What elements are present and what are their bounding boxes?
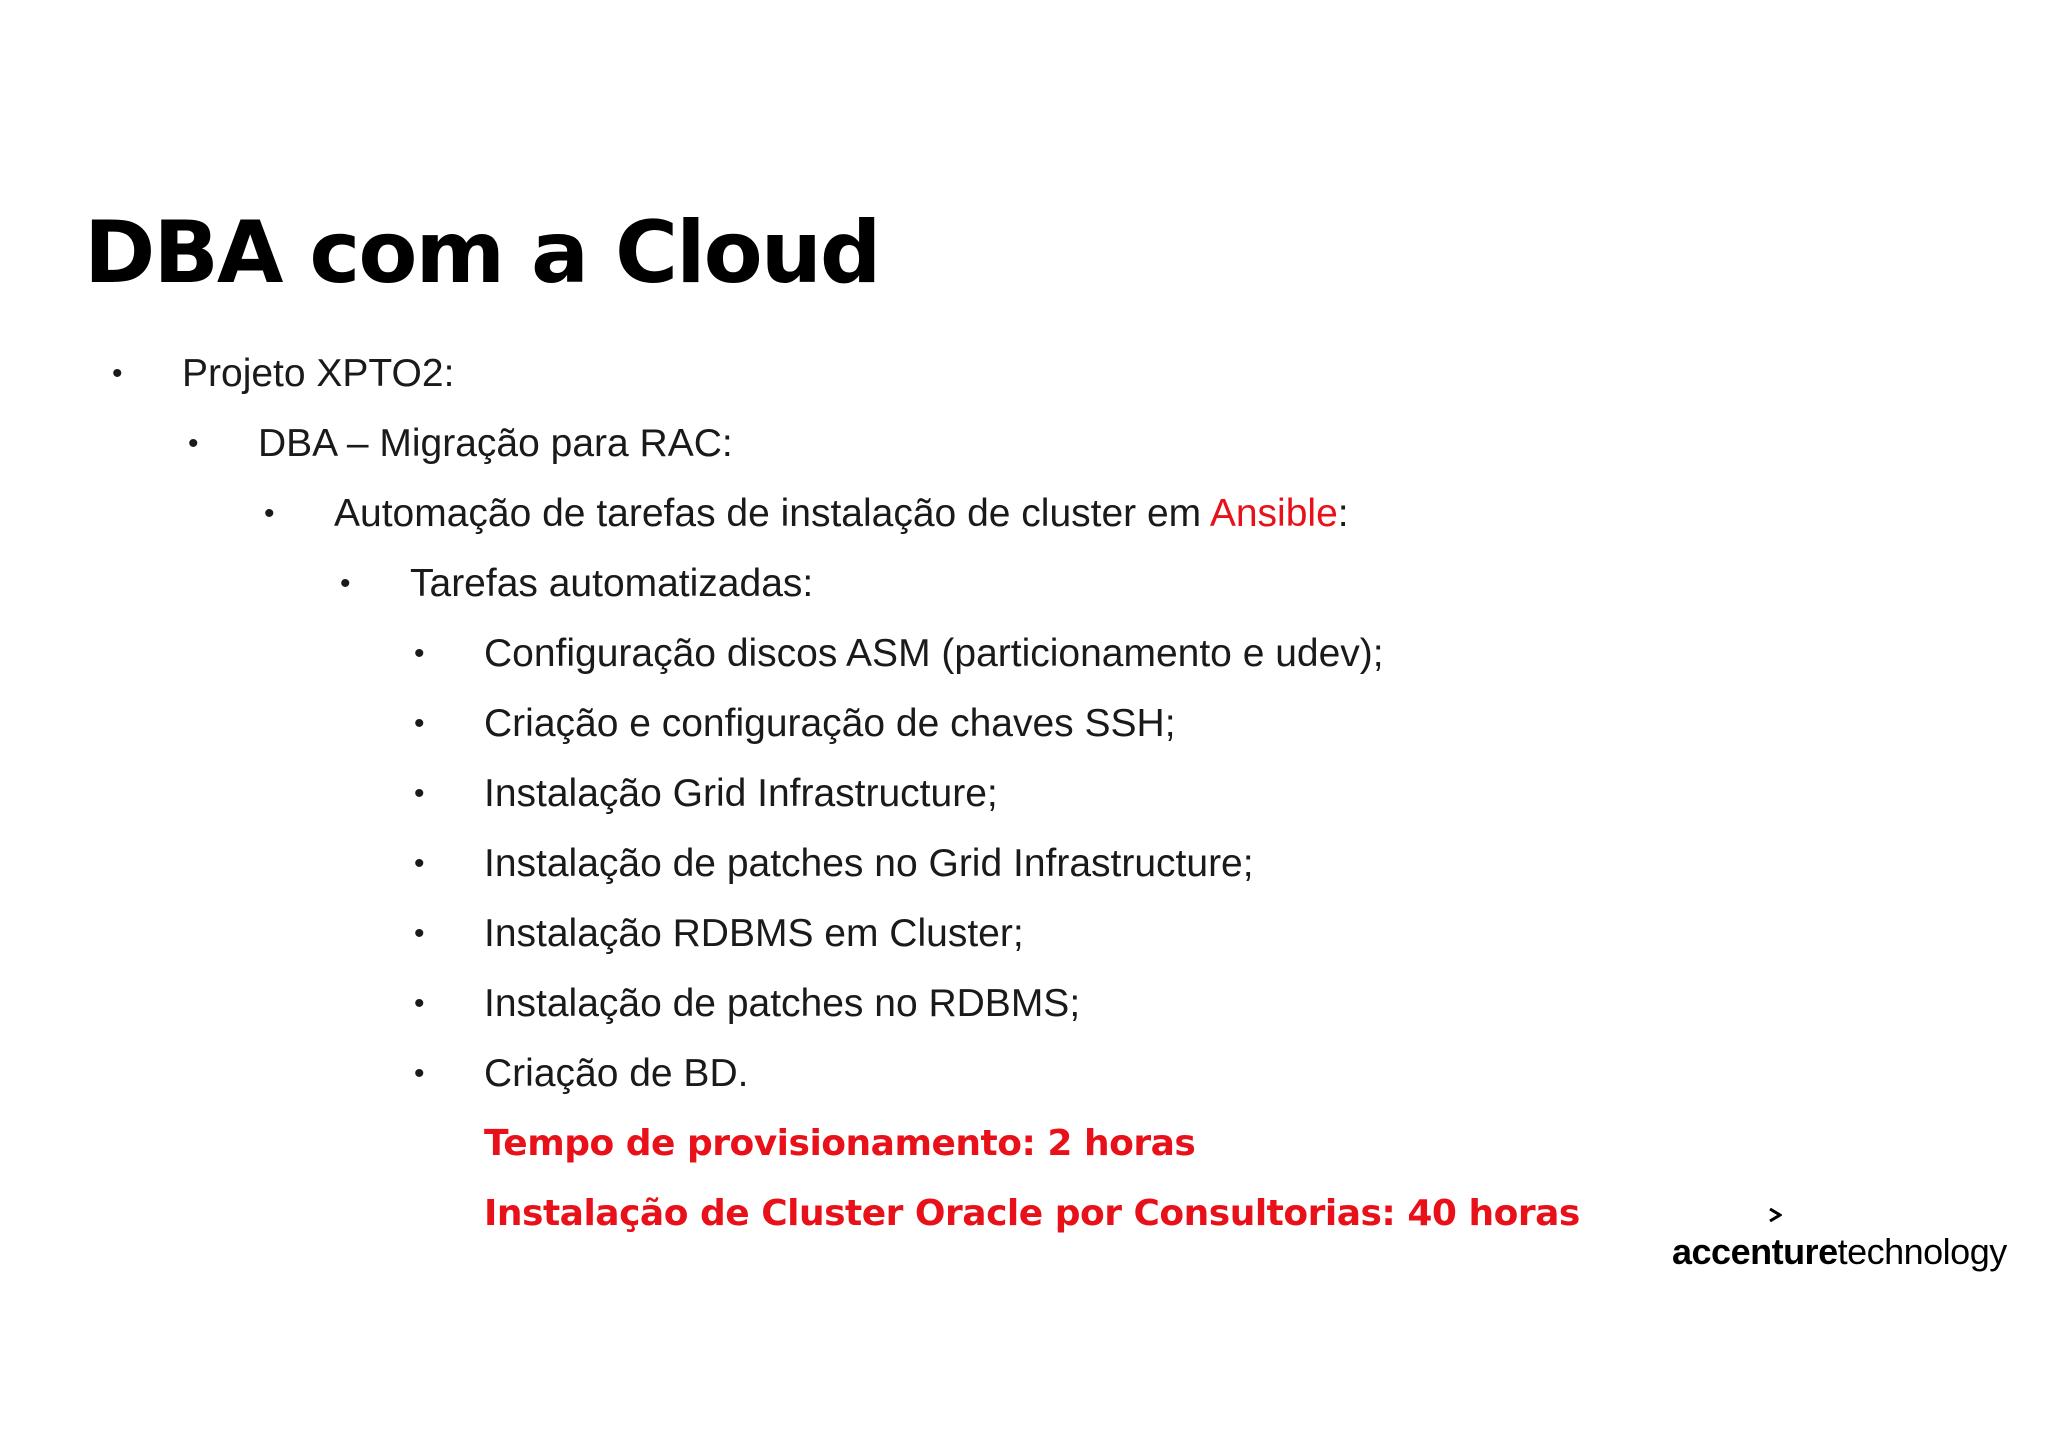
consulting-time-note: Instalação de Cluster Oracle por Consultorias: 40 horas: [484, 1193, 1580, 1234]
logo-brand: accenture: [1672, 1231, 1838, 1272]
task-item: [414, 698, 1176, 750]
bullet-text: DBA – Migração para RAC:: [258, 422, 733, 465]
task-text: Criação e configuração de chaves SSH;: [484, 702, 1176, 745]
bullet-dot: •: [264, 497, 275, 530]
bullet-dot: •: [414, 917, 425, 950]
provisioning-time-note: Tempo de provisionamento: 2 horas: [484, 1123, 1196, 1164]
task-item: [414, 768, 998, 820]
bullet-text: Automação de tarefas de instalação de cluster em: [334, 492, 1210, 535]
task-text: Instalação Grid Infrastructure;: [484, 772, 998, 815]
bullet-dot: •: [414, 987, 425, 1020]
task-item: [414, 838, 1254, 890]
task-text: Instalação RDBMS em Cluster;: [484, 912, 1024, 955]
bullet-dot: •: [414, 1057, 425, 1090]
task-text: Instalação de patches no Grid Infrastructure;: [484, 842, 1254, 885]
task-item: [414, 1048, 749, 1100]
task-text: Criação de BD.: [484, 1052, 749, 1095]
task-item: [414, 628, 1384, 680]
bullet-level4: [340, 558, 814, 610]
bullet-text: Projeto XPTO2:: [182, 352, 455, 395]
bullet-text-suffix: :: [1337, 492, 1349, 535]
task-text: Configuração discos ASM (particionamento e udev);: [484, 632, 1384, 675]
logo-suffix: technology: [1837, 1231, 2007, 1272]
accenture-chevron-icon: [1768, 1208, 1782, 1222]
bullet-dot: •: [112, 357, 123, 390]
bullet-dot: •: [340, 567, 351, 600]
slide-title: DBA com a Cloud: [84, 203, 880, 303]
task-item: [414, 908, 1024, 960]
bullet-dot: •: [414, 847, 425, 880]
accenture-technology-logo: [1672, 1222, 2007, 1282]
bullet-level3: [264, 488, 1349, 540]
bullet-dot: •: [414, 707, 425, 740]
bullet-dot: •: [188, 427, 199, 460]
task-item: [414, 978, 1081, 1030]
bullet-dot: •: [414, 637, 425, 670]
bullet-level2: [188, 418, 733, 470]
ansible-highlight: Ansible: [1209, 492, 1338, 535]
bullet-level1: [112, 348, 455, 400]
bullet-text: Tarefas automatizadas:: [410, 562, 814, 605]
bullet-dot: •: [414, 777, 425, 810]
task-text: Instalação de patches no RDBMS;: [484, 982, 1081, 1025]
